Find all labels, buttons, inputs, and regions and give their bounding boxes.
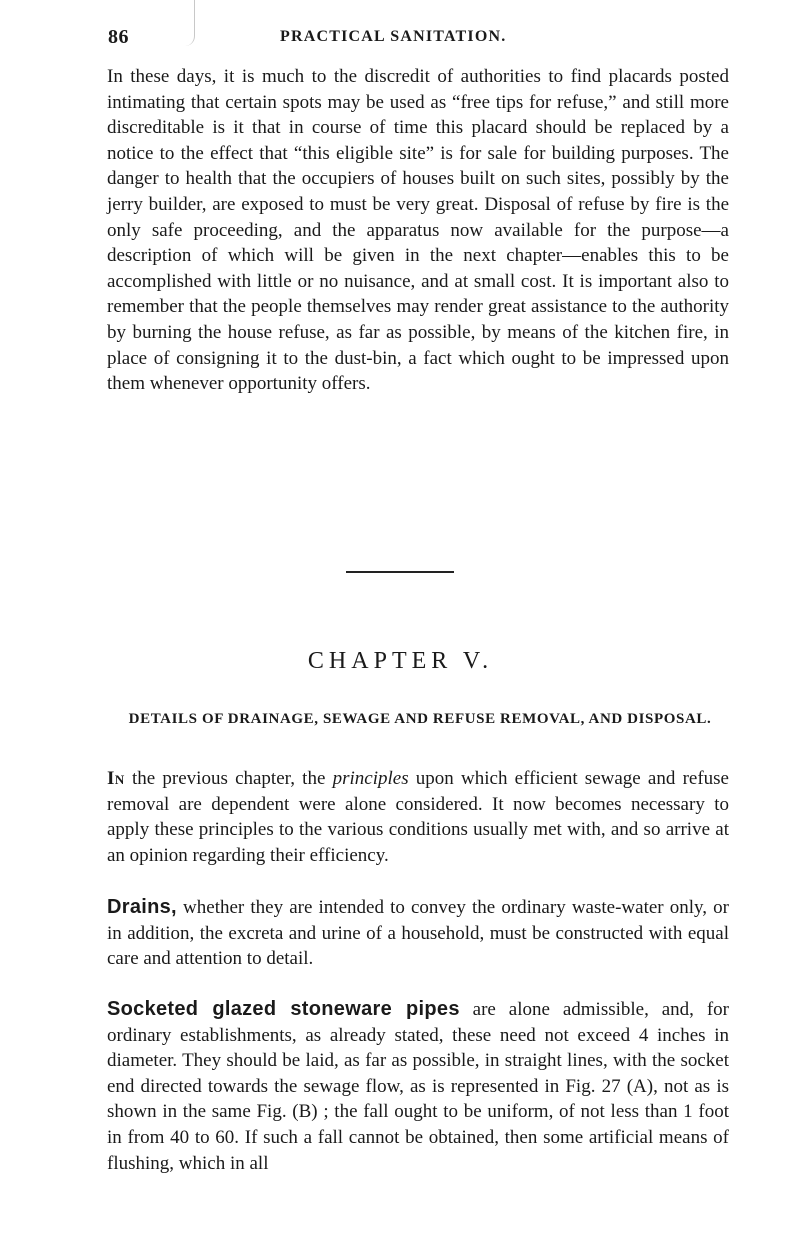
paragraph-intro-text-a: the previous chapter, the: [124, 768, 333, 789]
chapter-heading: CHAPTER V.: [307, 648, 494, 674]
sidehead-stoneware-pipes: Socketed glazed stoneware pipes: [107, 998, 460, 1020]
lead-word: In: [107, 768, 125, 789]
paragraph-pipes: [107, 997, 729, 1176]
paragraph-refuse-disposal: In these days, it is much to the discredit of authorities to find placards posted intimating that certain spots may be used as “free tips for refuse,” and still more discreditable is it that in course of time this placard should be replaced by a notice to the effect that “this eligible site” is for sale for building purposes. The danger to health that the occupiers of houses built on such sites, possibly by the jerry builder, are exposed to must be very great. Disposal of refuse by fire is the only safe proceeding, and the apparatus now available for the purpose—a description of which will be given in the next chapter—enables this to be accomplished with little or no nuisance, and at small cost. It is important also to remember that the people themselves may render great assistance to the authority by burning the house refuse, as far as possible, by means of the kitchen fire, in place of consigning it to the dust-bin, a fact which ought to be impressed upon them whenever opportunity offers.: [107, 66, 729, 395]
paragraph-drains: [107, 895, 729, 972]
paragraph-intro: [107, 766, 729, 868]
running-head: PRACTICAL SANITATION.: [280, 28, 507, 45]
paragraph-drains-text: whether they are intended to convey the ordinary waste-water only, or in addition, the excreta and urine of a household, must be constructed with equal care and attention to detail.: [107, 897, 729, 970]
chapter-subtitle: DETAILS OF DRAINAGE, SEWAGE AND REFUSE REMOVAL, AND DISPOSAL.: [128, 711, 712, 727]
sidehead-drains: Drains,: [107, 896, 177, 918]
paragraph-intro-text-b: upon which efficient sewage and refuse removal are dependent were alone considered. It now becomes necessary to apply these principles to the various conditions usually met with, and so arrive at an opinion regarding their efficiency.: [107, 768, 729, 866]
page-number: 86: [108, 26, 129, 48]
page-header: [108, 26, 748, 50]
italic-principles: principles: [332, 768, 409, 789]
section-divider: [346, 571, 454, 573]
paragraph-pipes-text: are alone admissible, and, for ordinary establishments, as already stated, these need not exceed 4 inches in diameter. They should be laid, as far as possible, in straight lines, with the socket end directed towards the sewage flow, as is represented in Fig. 27 (A), not as is shown in the same Fig. (B) ; the fall ought to be uniform, of not less than 1 foot in from 40 to 60. If such a fall cannot be obtained, then some artificial means of flushing, which in all: [107, 999, 729, 1174]
